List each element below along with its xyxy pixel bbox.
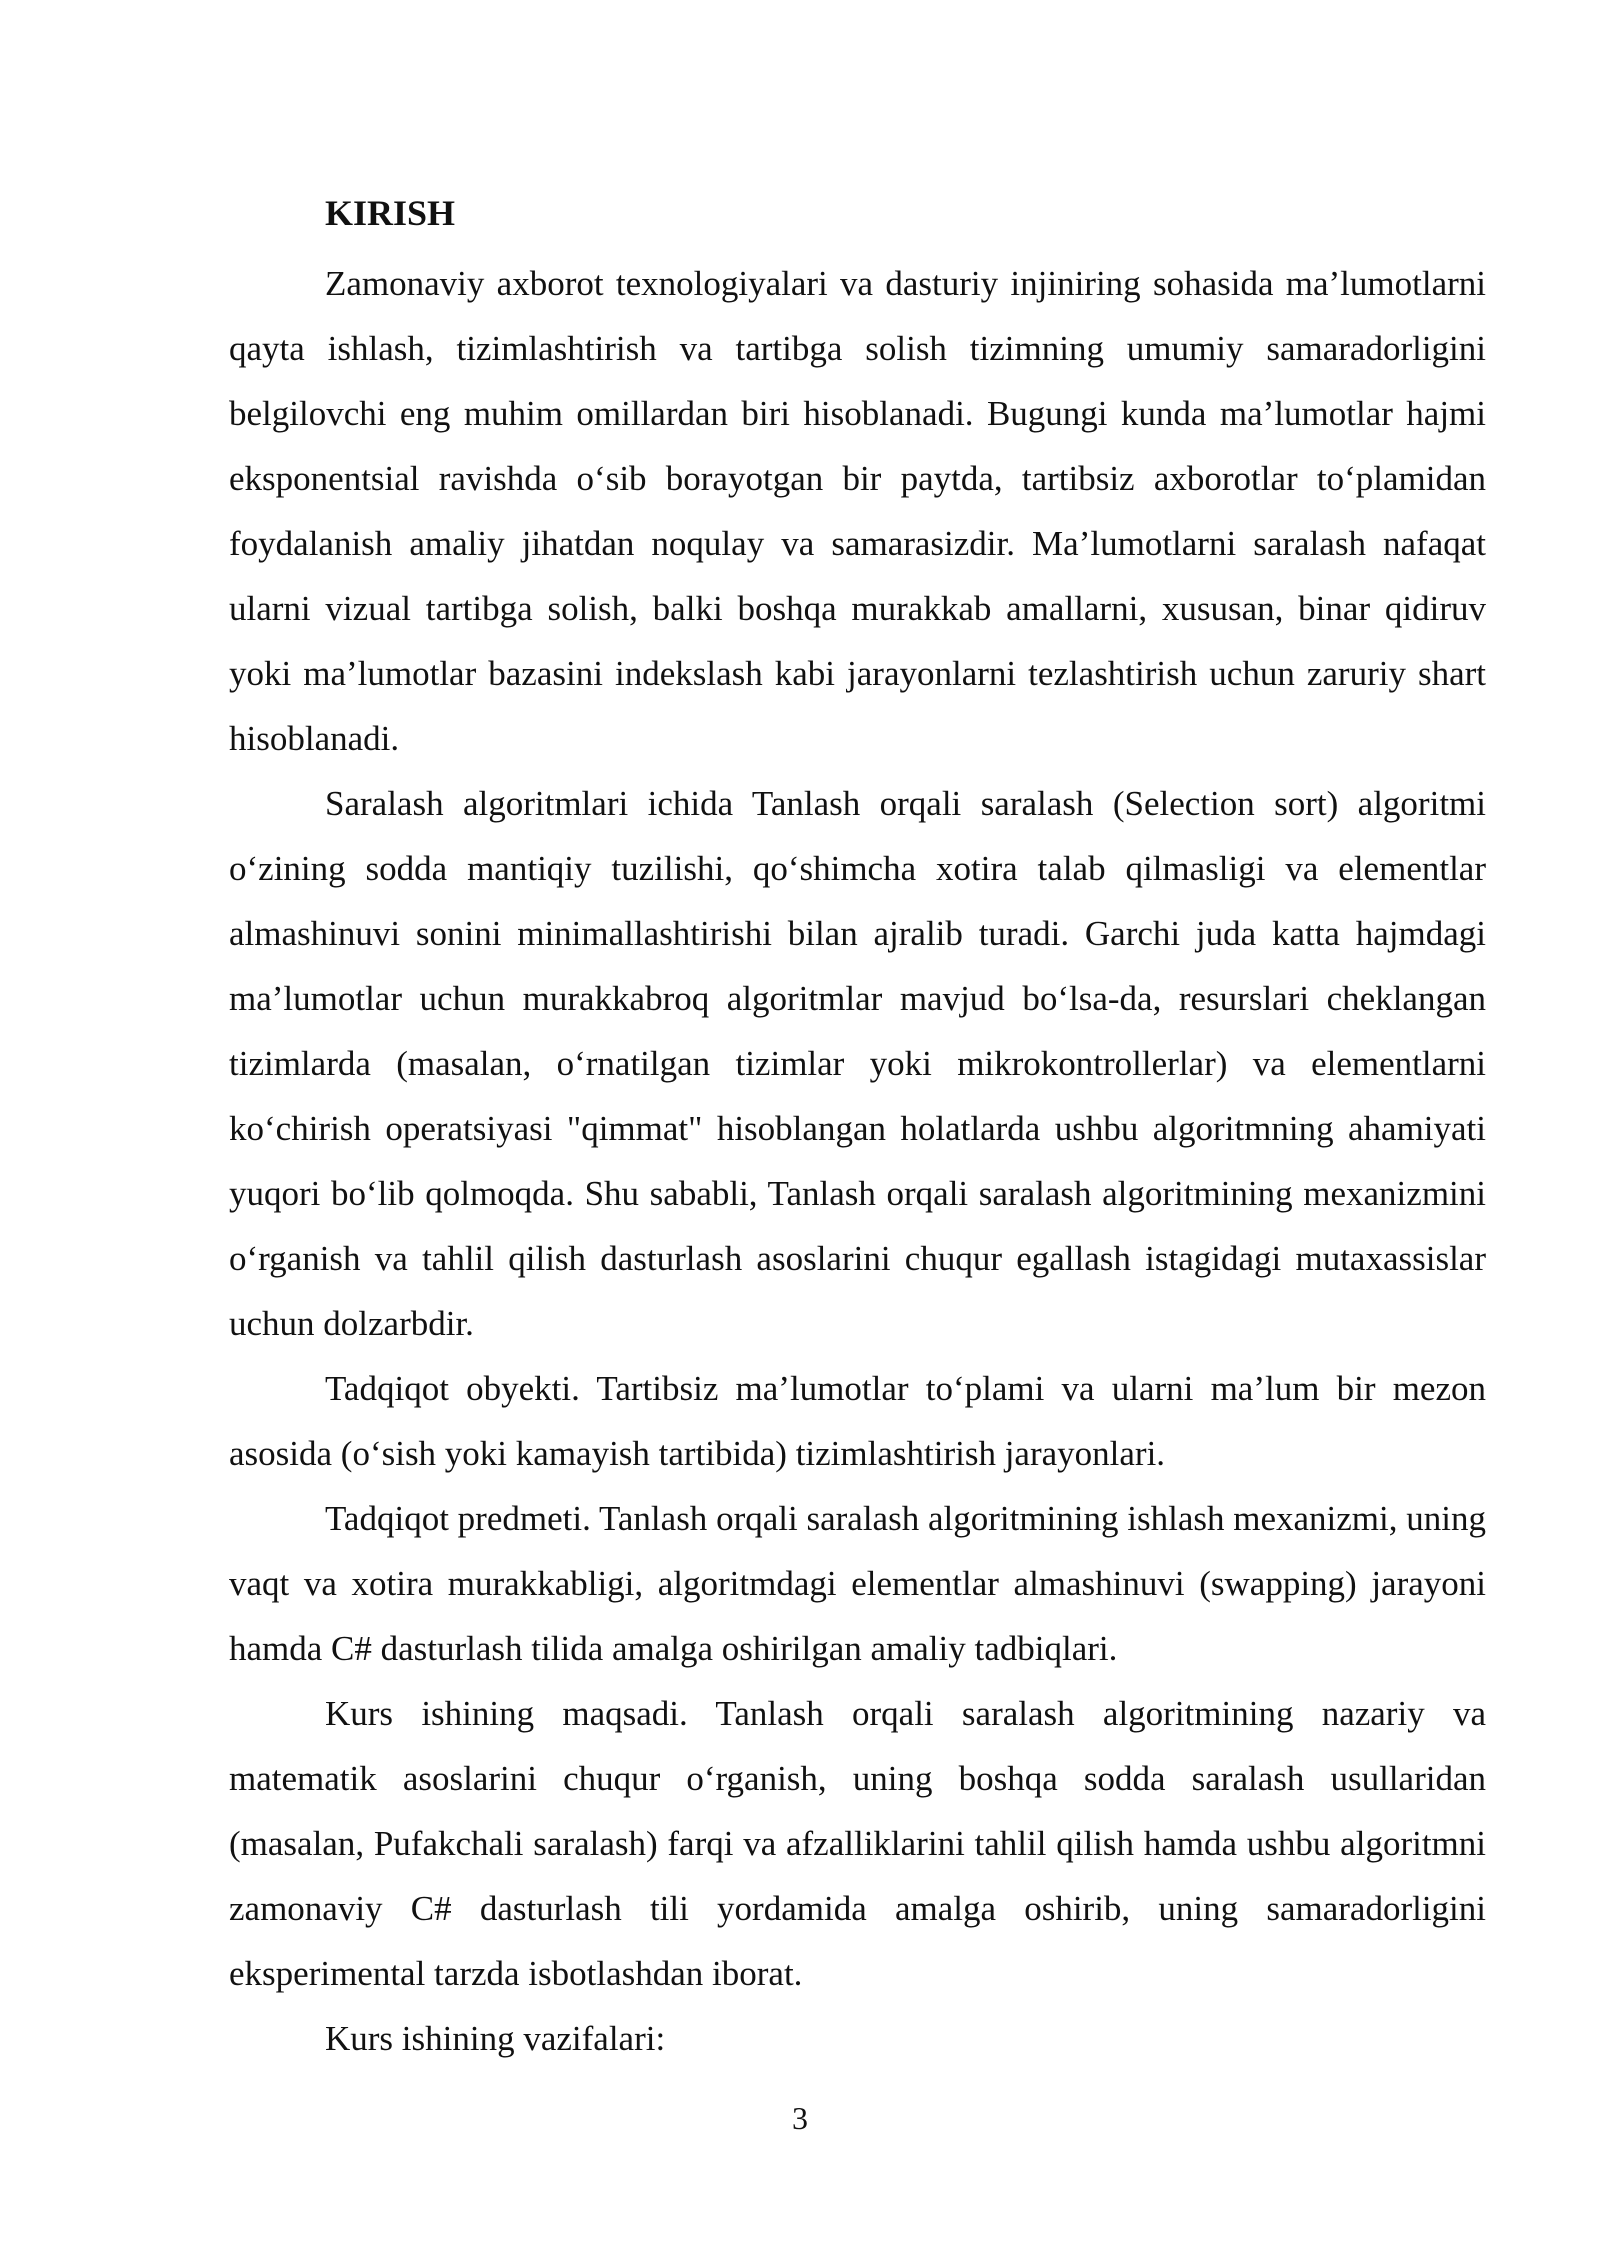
paragraph-research-object: Tadqiqot obyekti. Tartibsiz ma’lumotlar to‘plami va ularni ma’lum bir mezon asosida (o‘sish yoki kamayish tartibida) tizimlashtirish jarayonlari. xyxy=(229,1369,1486,1473)
paragraph-research-subject: Tadqiqot predmeti. Tanlash orqali saralash algoritmining ishlash mexanizmi, uning vaqt va xotira murakkabligi, algoritmdagi elementlar almashinuvi (swapping) jarayoni hamda C# dasturlash tilida amalga oshirilgan amaliy tadbiqlari. xyxy=(229,1499,1486,1668)
section-heading: KIRISH xyxy=(325,193,456,233)
paragraph-course-goal: Kurs ishining maqsadi. Tanlash orqali saralash algoritmining nazariy va matematik asoslarini chuqur o‘rganish, uning boshqa sodda saralash usullaridan (masalan, Pufakchali saralash) farqi va afzalliklarini tahlil qilish hamda ushbu algoritmni zamonaviy C# dasturlash tili yordamida amalga oshirib, uning samaradorligini eksperimental tarzda isbotlashdan iborat. xyxy=(229,1694,1486,1993)
page-number: 3 xyxy=(792,2100,808,2136)
paragraph-course-tasks: Kurs ishining vazifalari: xyxy=(325,2019,666,2058)
paragraph-selection-sort: Saralash algoritmlari ichida Tanlash orqali saralash (Selection sort) algoritmi o‘zining sodda mantiqiy tuzilishi, qo‘shimcha xotira talab qilmasligi va elementlar almashinuvi sonini minimallashtirishi bilan ajralib turadi. Garchi juda katta hajmdagi ma’lumotlar uchun murakkabroq algoritmlar mavjud bo‘lsa-da, resurslari cheklangan tizimlarda (masalan, o‘rnatilgan tizimlar yoki mikrokontrollerlar) va elementlarni ko‘chirish operatsiyasi "qimmat" hisoblangan holatlarda ushbu algoritmning ahamiyati yuqori bo‘lib qolmoqda. Shu sababli, Tanlash orqali saralash algoritmining mexanizmini o‘rganish va tahlil qilish dasturlash asoslarini chuqur egallash istagidagi mutaxassislar uchun dolzarbdir. xyxy=(229,784,1486,1343)
paragraph-introduction: Zamonaviy axborot texnologiyalari va dasturiy injiniring sohasida ma’lumotlarni qayta ishlash, tizimlashtirish va tartibga solish tizimning umumiy samaradorligini belgilovchi eng muhim omillardan biri hisoblanadi. Bugungi kunda ma’lumotlar hajmi eksponentsial ravishda o‘sib borayotgan bir paytda, tartibsiz axborotlar to‘plamidan foydalanish amaliy jihatdan noqulay va samarasizdir. Ma’lumotlarni saralash nafaqat ularni vizual tartibga solish, balki boshqa murakkab amallarni, xususan, binar qidiruv yoki ma’lumotlar bazasini indekslash kabi jarayonlarni tezlashtirish uchun zaruriy shart hisoblanadi. xyxy=(229,264,1486,758)
page-content xyxy=(229,186,1486,2071)
